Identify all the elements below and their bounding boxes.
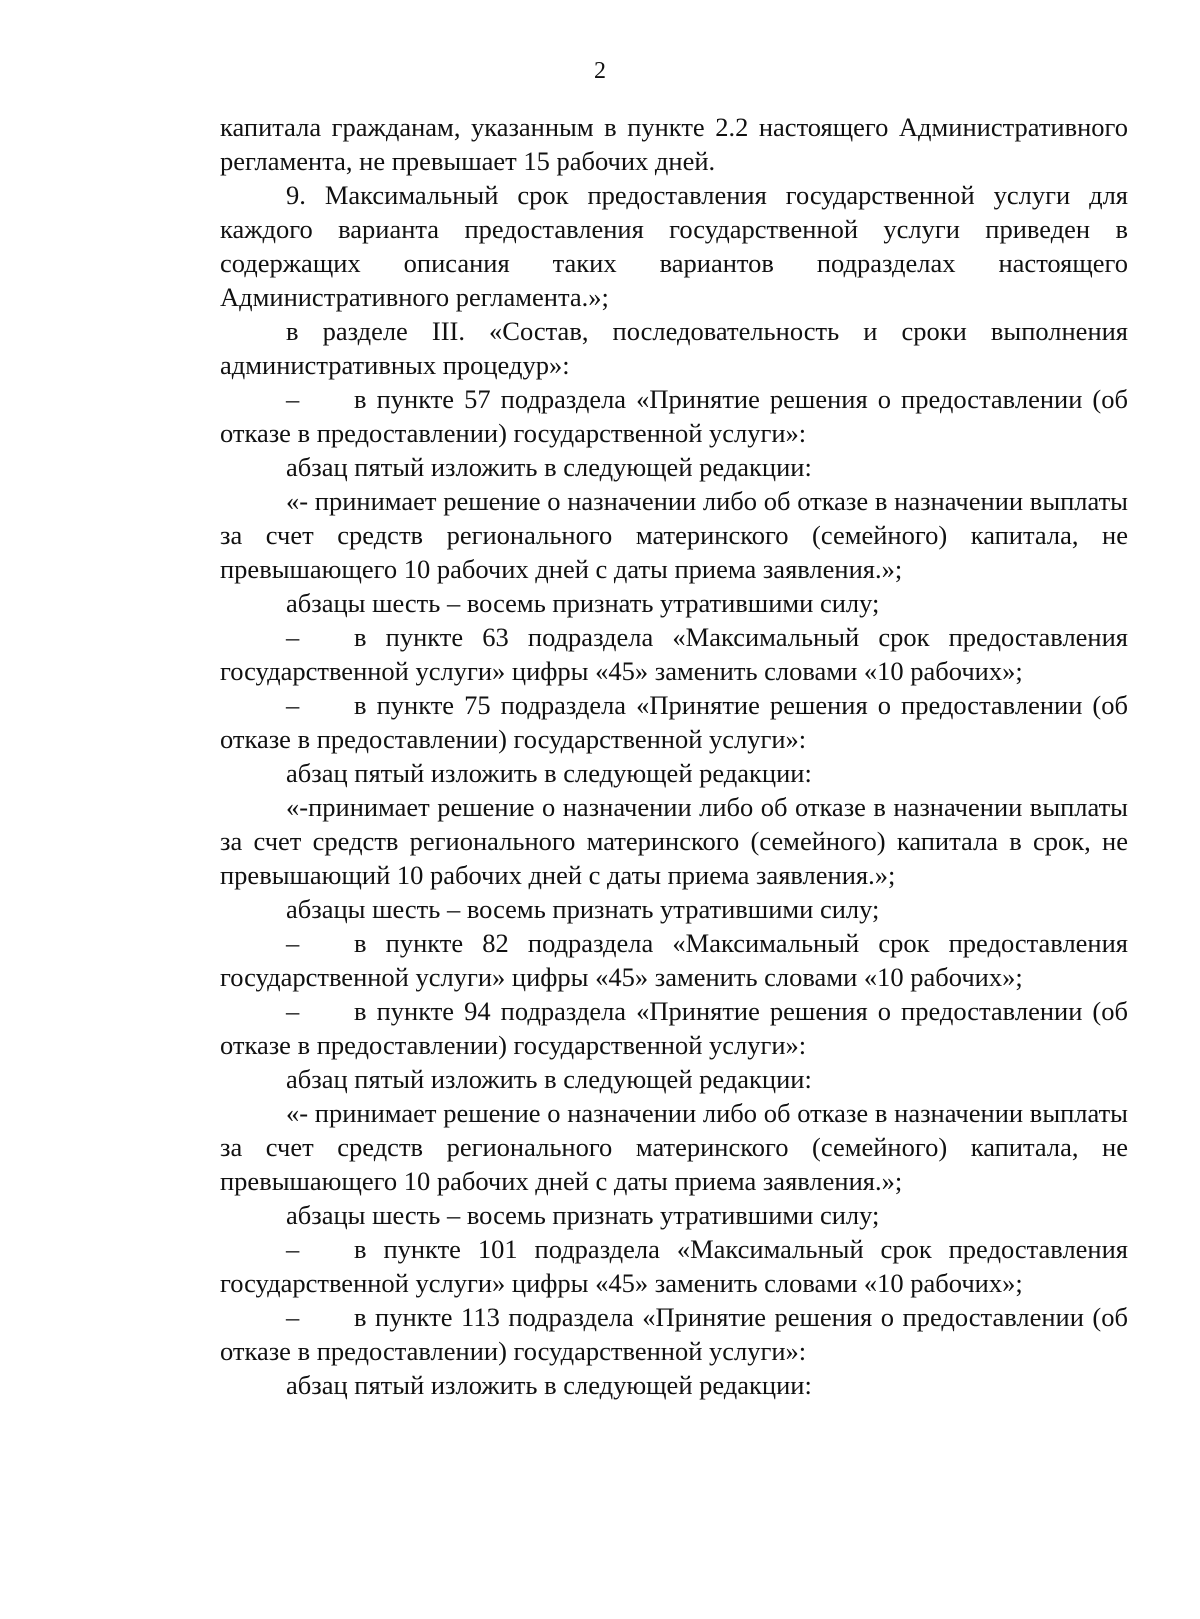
paragraph: «- принимает решение о назначении либо об отказе в назначении выплаты за счет средств регионального материнского (семейного) капитала, не превышающего 10 рабочих дней с даты приема заявления.»; [220,1098,1128,1196]
list-item-paragraph [220,1232,1128,1300]
paragraph: в разделе III. «Состав, последовательность и сроки выполнения административных процедур»: [220,316,1128,380]
list-item-paragraph [220,688,1128,756]
paragraph: 9. Максимальный срок предоставления государственной услуги для каждого варианта предоставления государственной услуги приведен в содержащих описания таких вариантов подразделах настоящего Административного регламента.»; [220,180,1128,312]
paragraph-text: в пункте 94 подраздела «Принятие решения о предоставлении (об отказе в предоставлении) государственной услуги»: [220,996,1128,1060]
document-body [220,110,1128,1402]
paragraph-text: в пункте 101 подраздела «Максимальный срок предоставления государственной услуги» цифры «45» заменить словами «10 рабочих»; [220,1234,1128,1298]
list-item-paragraph [220,382,1128,450]
list-item-paragraph [220,926,1128,994]
paragraph-text: в пункте 82 подраздела «Максимальный срок предоставления государственной услуги» цифры «45» заменить словами «10 рабочих»; [220,928,1128,992]
dash-marker: – [286,928,300,958]
paragraph: абзацы шесть – восемь признать утратившими силу; [286,588,880,618]
paragraph: абзац пятый изложить в следующей редакции: [286,758,812,788]
paragraph: капитала гражданам, указанным в пункте 2.2 настоящего Административного регламента, не превышает 15 рабочих дней. [220,112,1128,176]
dash-marker: – [286,1234,300,1264]
dash-marker: – [286,690,300,720]
paragraph: абзац пятый изложить в следующей редакции: [286,452,812,482]
page-number: 2 [594,58,606,84]
list-item-paragraph [220,620,1128,688]
paragraph-text: в пункте 57 подраздела «Принятие решения о предоставлении (об отказе в предоставлении) государственной услуги»: [220,384,1128,448]
paragraph: абзацы шесть – восемь признать утратившими силу; [286,894,880,924]
list-item-paragraph [220,994,1128,1062]
paragraph-text: в пункте 75 подраздела «Принятие решения о предоставлении (об отказе в предоставлении) государственной услуги»: [220,690,1128,754]
dash-marker: – [286,1302,300,1332]
paragraph: абзацы шесть – восемь признать утратившими силу; [286,1200,880,1230]
paragraph: «-принимает решение о назначении либо об отказе в назначении выплаты за счет средств регионального материнского (семейного) капитала в срок, не превышающий 10 рабочих дней с даты приема заявления.»; [220,792,1128,890]
paragraph-text: в пункте 63 подраздела «Максимальный срок предоставления государственной услуги» цифры «45» заменить словами «10 рабочих»; [220,622,1128,686]
dash-marker: – [286,384,300,414]
paragraph: абзац пятый изложить в следующей редакции: [286,1064,812,1094]
paragraph: абзац пятый изложить в следующей редакции: [286,1370,812,1400]
paragraph: «- принимает решение о назначении либо об отказе в назначении выплаты за счет средств регионального материнского (семейного) капитала, не превышающего 10 рабочих дней с даты приема заявления.»; [220,486,1128,584]
dash-marker: – [286,622,300,652]
paragraph-text: в пункте 113 подраздела «Принятие решения о предоставлении (об отказе в предоставлении) государственной услуги»: [220,1302,1128,1366]
list-item-paragraph [220,1300,1128,1368]
dash-marker: – [286,996,300,1026]
